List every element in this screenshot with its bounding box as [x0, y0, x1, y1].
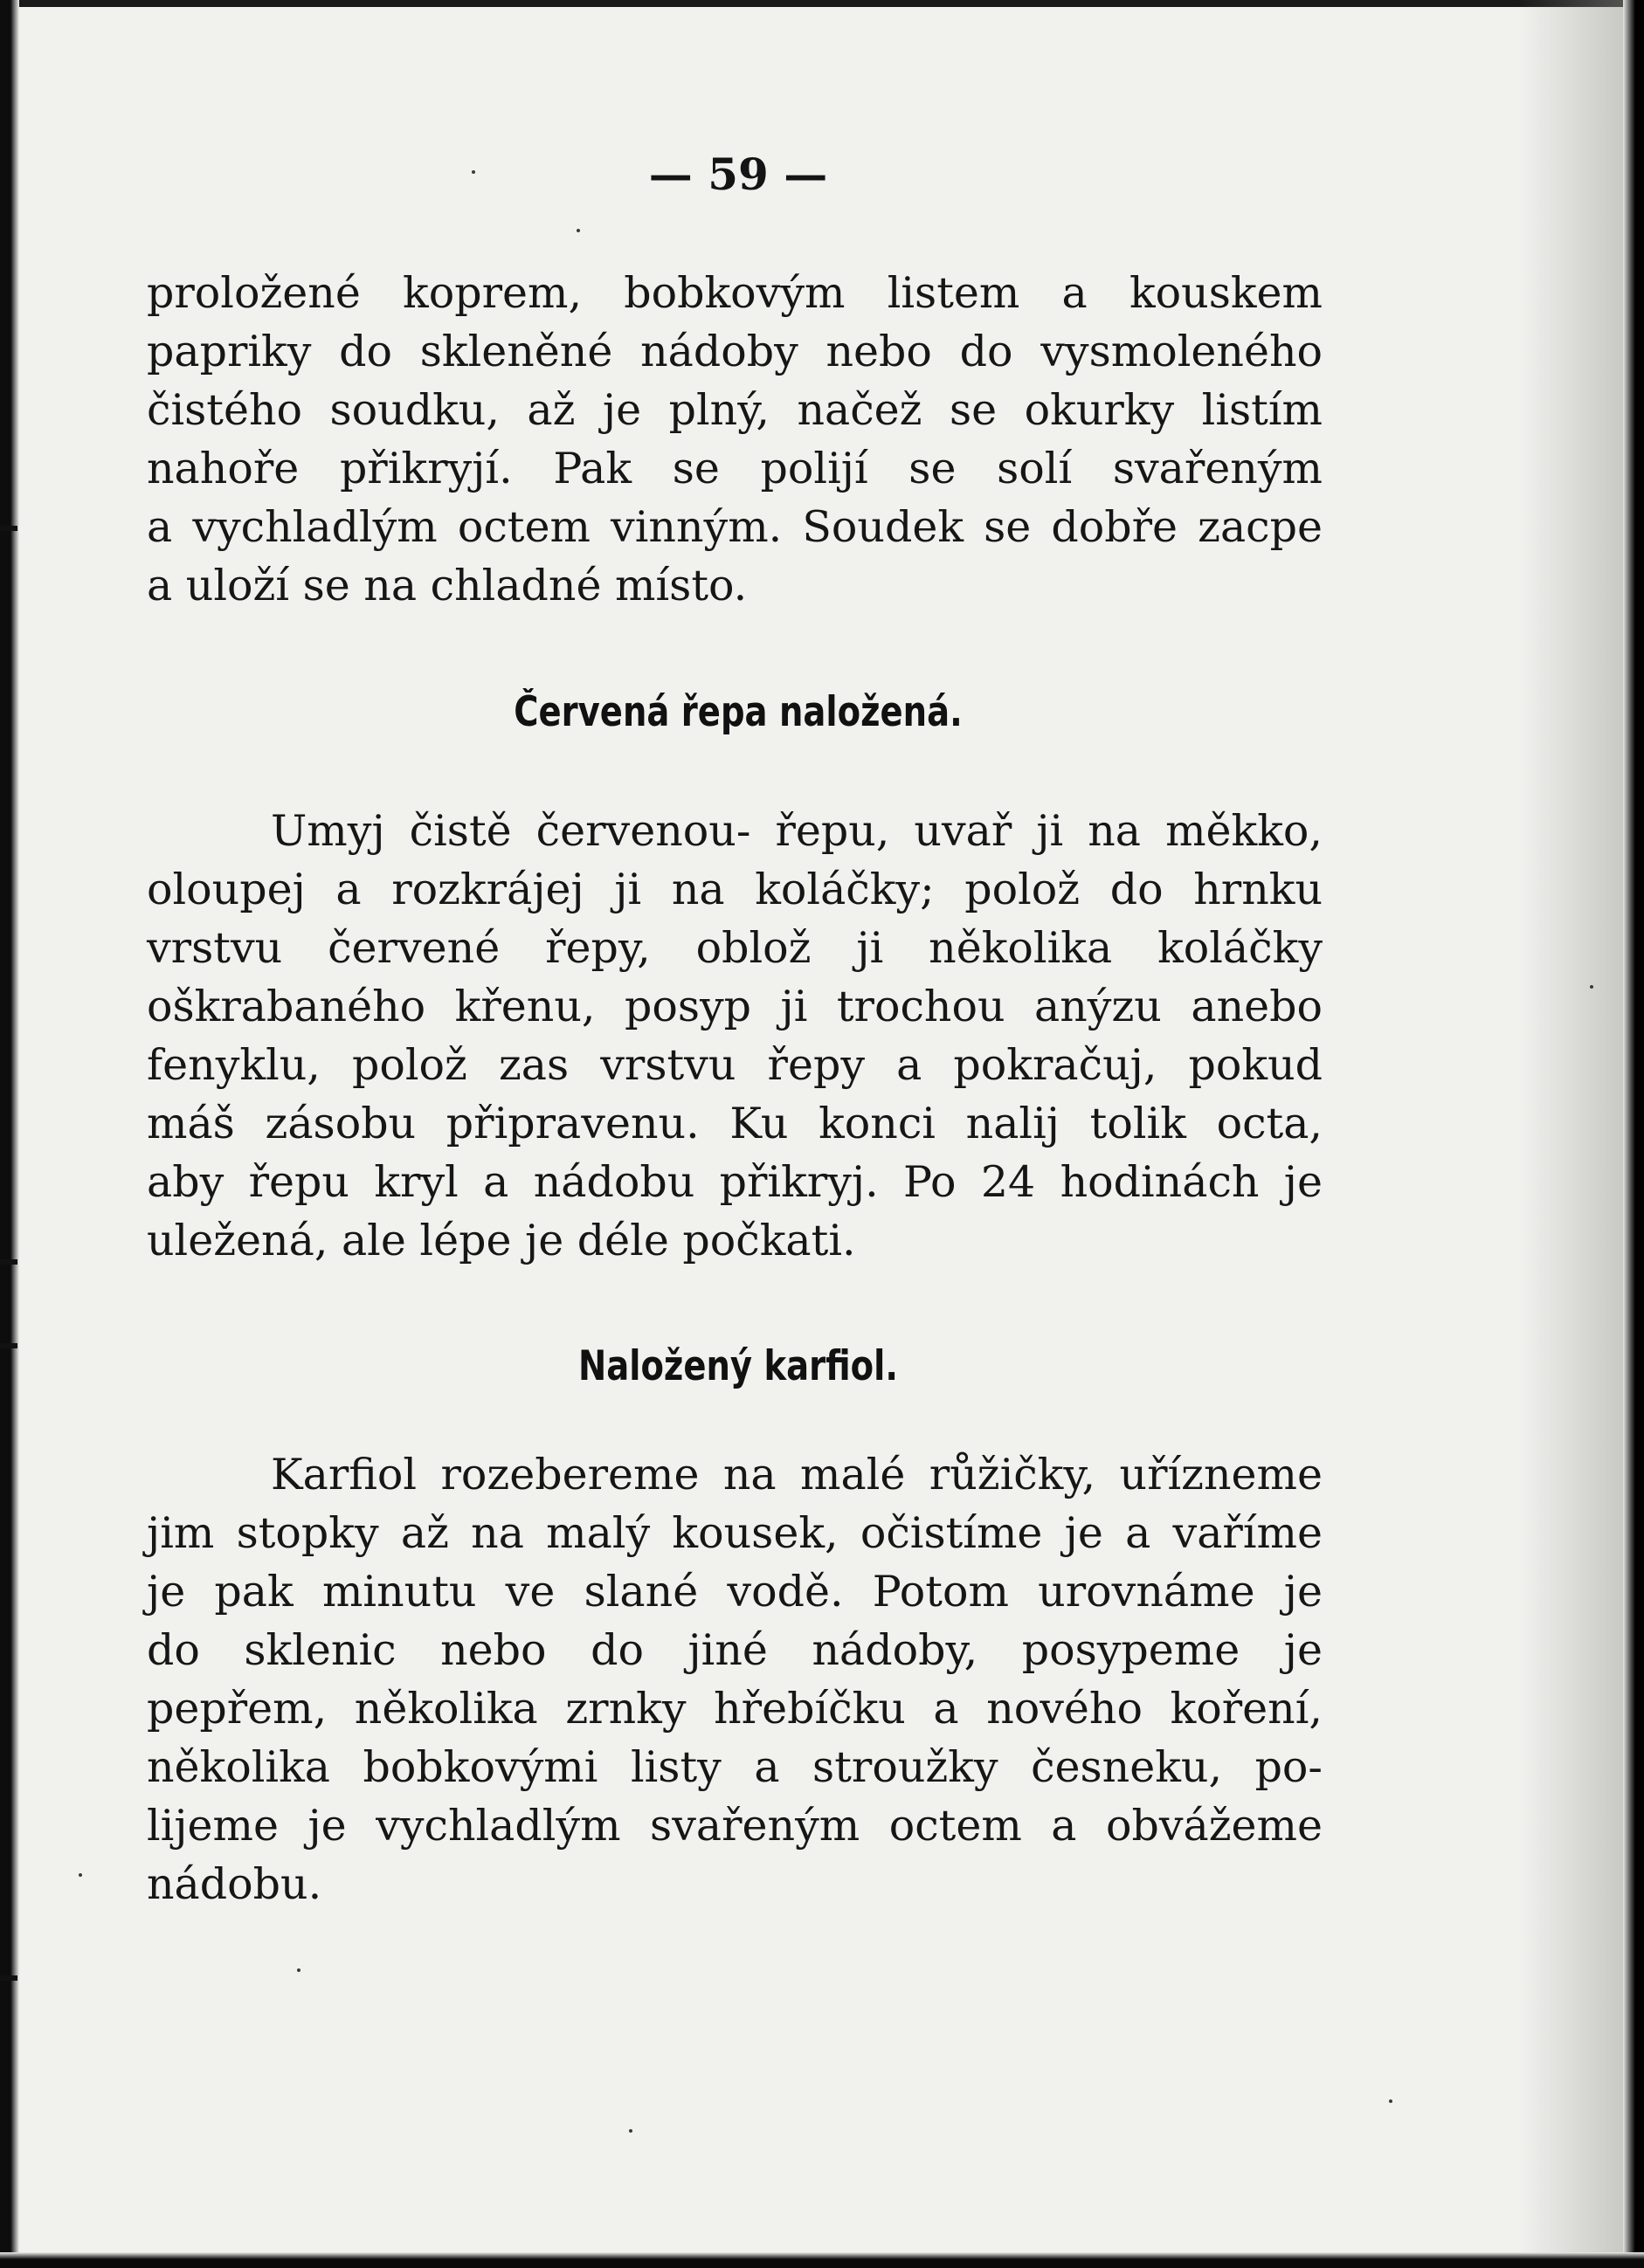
text-line: lijeme je vychladlým svařeným octem a obvážeme	[147, 1801, 1323, 1851]
text-line: do sklenic nebo do jiné nádoby, posypeme je	[147, 1625, 1323, 1675]
text-line: fenyklu, polož zas vrstvu řepy a pokračuj, pokud	[147, 1040, 1323, 1090]
dust-speck	[577, 229, 580, 232]
text-line: proložené koprem, bobkovým listem a kouskem	[147, 268, 1323, 318]
paragraph-nalozeny-karfiol	[147, 1445, 1323, 1913]
text-line: uležená, ale lépe je déle počkati.	[147, 1216, 856, 1265]
text-line: a vychladlým octem vinným. Soudek se dobře zacpe	[147, 502, 1323, 552]
text-line: máš zásobu připravenu. Ku konci nalij tolik octa,	[147, 1099, 1323, 1148]
text-line: několika bobkovými listy a stroužky česneku, po-	[147, 1742, 1323, 1792]
text-line: jim stopky až na malý kousek, očistíme je a vaříme	[147, 1508, 1323, 1558]
text-line: vrstvu červené řepy, oblož ji několika koláčky	[147, 923, 1323, 973]
dust-speck	[79, 1873, 82, 1877]
binding-mark	[0, 526, 17, 531]
page-number: — 59 —	[648, 148, 828, 200]
section-heading-nalozeny-karfiol: Naložený karfiol.	[577, 1342, 899, 1390]
text-line: aby řepu kryl a nádobu přikryj. Po 24 hodinách je	[147, 1157, 1323, 1207]
binding-mark	[0, 1259, 17, 1265]
text-line: pepřem, několika zrnky hřebíčku a nového koření,	[147, 1684, 1323, 1734]
text-line: oloupej a rozkrájej ji na koláčky; polož do hrnku	[147, 865, 1323, 914]
text-line: čistého soudku, až je plný, načež se okurky listím	[147, 385, 1323, 435]
text-line: nádobu.	[147, 1859, 322, 1909]
scan-border-bottom	[0, 2252, 1644, 2268]
dust-speck	[1590, 985, 1593, 989]
text-line: nahoře přikryjí. Pak se polijí se solí svařeným	[147, 444, 1323, 493]
paragraph-continued	[147, 264, 1323, 615]
text-line: papriky do skleněné nádoby nebo do vysmoleného	[147, 327, 1323, 376]
text-line: oškrabaného křenu, posyp ji trochou anýzu anebo	[147, 982, 1323, 1031]
scan-border-left	[0, 0, 19, 2268]
dust-speck	[297, 1968, 300, 1972]
scan-border-right	[1623, 0, 1644, 2268]
text-line: Umyj čistě červenou- řepu, uvař ji na měkko,	[271, 806, 1323, 856]
binding-mark	[0, 1343, 17, 1348]
paragraph-cervena-repa	[147, 802, 1323, 1270]
scan-border-top	[0, 0, 1644, 7]
text-line: Karfiol rozebereme na malé růžičky, uřízneme	[271, 1450, 1323, 1499]
scan-shadow-right	[1518, 0, 1623, 2268]
binding-mark	[0, 1975, 17, 1981]
section-heading-cervena-repa: Červená řepa naložená.	[514, 688, 963, 736]
text-line: je pak minutu ve slané vodě. Potom urovnáme je	[147, 1567, 1323, 1617]
dust-speck	[1389, 2099, 1392, 2103]
text-line: a uloží se na chladné místo.	[147, 561, 748, 610]
dust-speck	[629, 2129, 632, 2133]
